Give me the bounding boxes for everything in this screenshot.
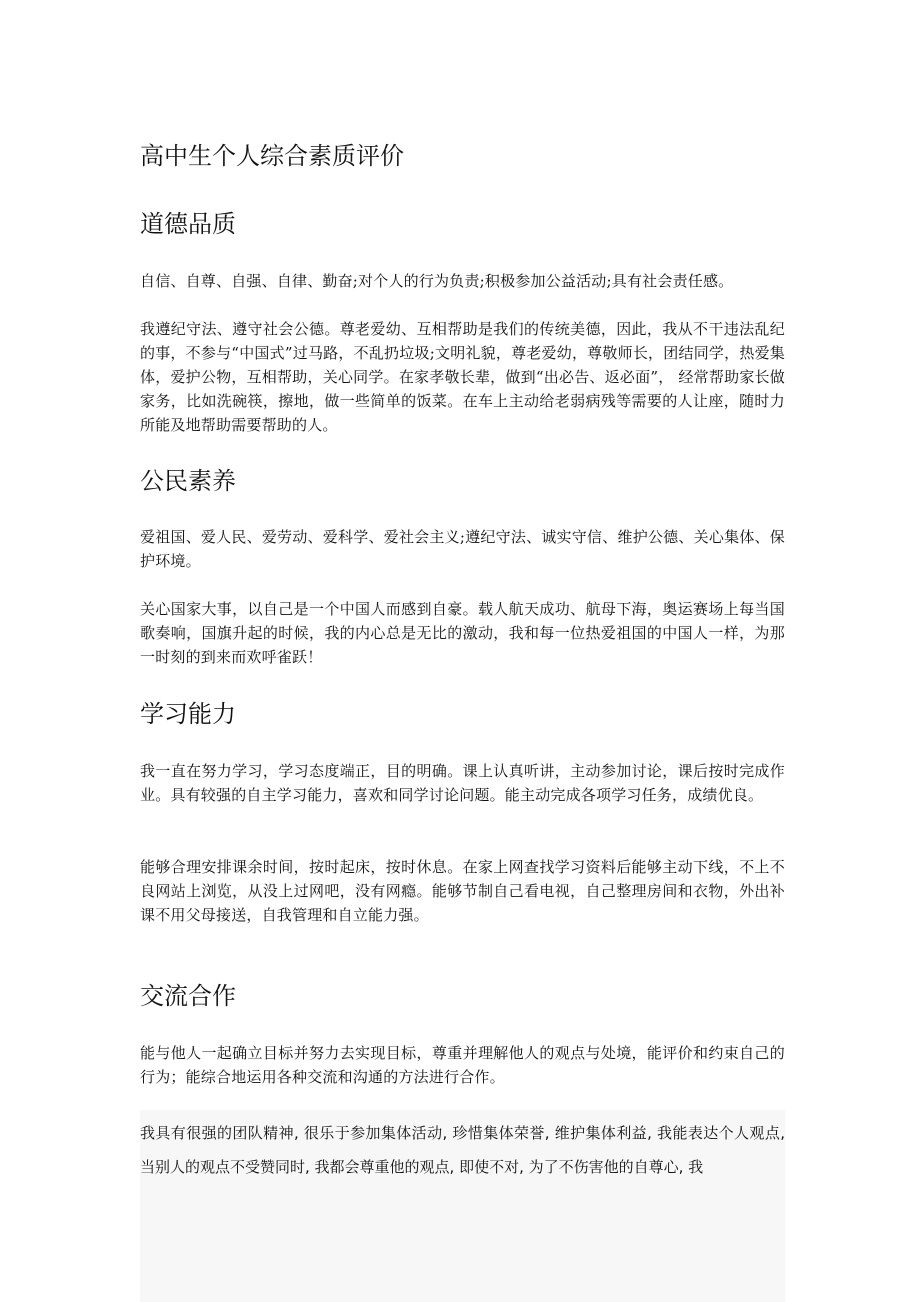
document-title: 高中生个人综合素质评价: [140, 142, 404, 170]
section-heading-learning: 学习能力: [140, 700, 236, 728]
section-paragraph: 能与他人一起确立目标并努力去实现目标，尊重并理解他人的观点与处境，能评价和约束自己的行为；能综合地运用各种交流和沟通的方法进行合作。: [140, 1044, 785, 1086]
section-heading-cooperation: 交流合作: [140, 982, 236, 1010]
section-heading-moral: 道德品质: [140, 210, 236, 238]
section-paragraph: 关心国家大事，以自己是一个中国人而感到自豪。载人航天成功、航母下海，奥运赛场上每当国歌奏响，国旗升起的时候，我的内心总是无比的激动，我和每一位热爱祖国的中国人一样，为那一时刻的到来而欢呼雀跃！: [140, 600, 785, 666]
section-paragraph: 我一直在努力学习，学习态度端正，目的明确。课上认真听讲，主动参加讨论，课后按时完成作业。具有较强的自主学习能力，喜欢和同学讨论问题。能主动完成各项学习任务，成绩优良。: [140, 762, 785, 804]
section-paragraph: 爱祖国、爱人民、爱劳动、爱科学、爱社会主义;遵纪守法、诚实守信、维护公德、关心集体、保护环境。: [140, 528, 785, 570]
section-heading-civic: 公民素养: [140, 467, 236, 495]
section-paragraph: 能够合理安排课余时间，按时起床，按时休息。在家上网查找学习资料后能够主动下线，不上不良网站上浏览，从没上过网吧，没有网瘾。能够节制自己看电视，自己整理房间和衣物，外出补课不用父母接送，自我管理和自立能力强。: [140, 858, 785, 924]
section-paragraph: 我遵纪守法、遵守社会公德。尊老爱幼、互相帮助是我们的传统美德，因此，我从不干违法乱纪的事，不参与“中国式”过马路，不乱扔垃圾;文明礼貌，尊老爱幼，尊敬师长，团结同学，热爱集体，爱护公物，互相帮助，关心同学。在家孝敬长辈，做到“出必告、返必面”， 经常帮助家长做家务，比如洗碗筷，擦地，做一些简单的饭菜。在车上主动给老弱病残等需要的人让座，随时力所能及地帮助需要帮助的人。: [140, 320, 785, 434]
section-paragraph: 我具有很强的团队精神, 很乐于参加集体活动, 珍惜集体荣誉, 维护集体利益, 我能表达个人观点, 当别人的观点不受赞同时, 我都会尊重他的观点, 即使不对, 为了不伤害他的自尊心, 我: [140, 1124, 785, 1176]
section-paragraph: 自信、自尊、自强、自律、勤奋;对个人的行为负责;积极参加公益活动;具有社会责任感。: [140, 272, 734, 290]
